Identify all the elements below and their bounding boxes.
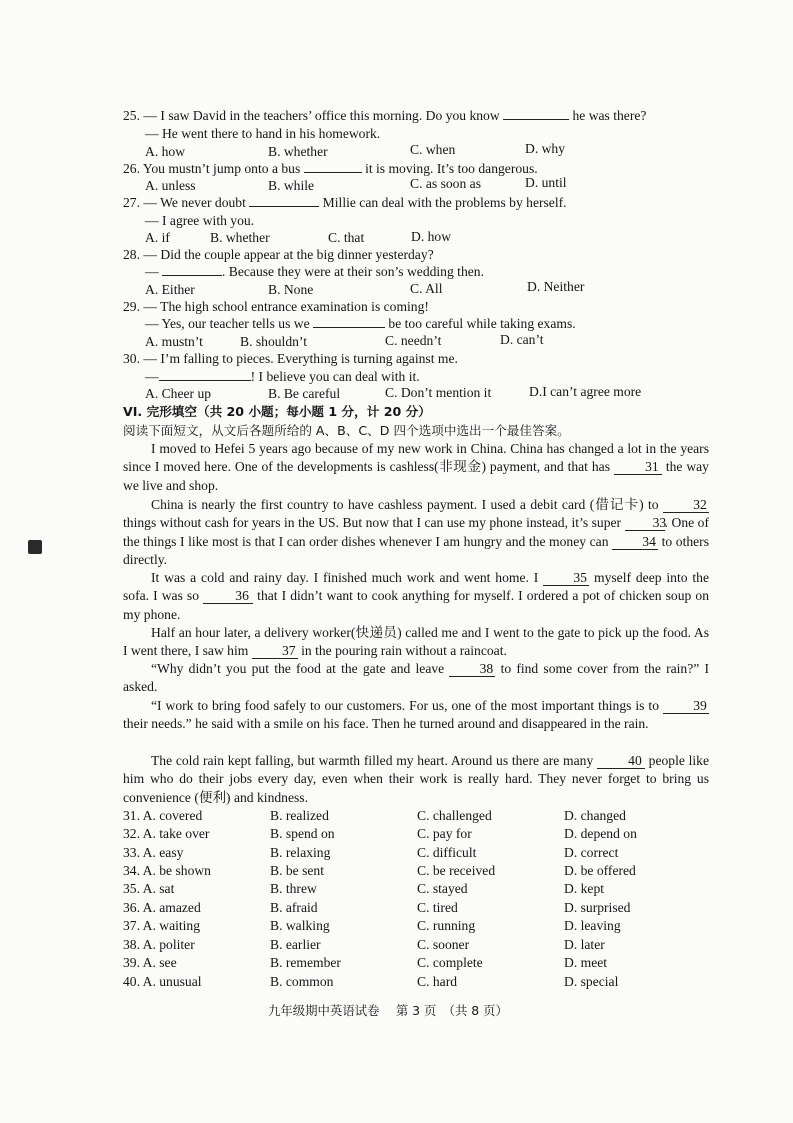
option-c: C. as soon as [410, 176, 481, 191]
option-d: D. surprised [564, 900, 631, 915]
answer-blank [159, 380, 251, 381]
question-stem-end: Millie can deal with the problems by herself. [319, 195, 567, 210]
question-number: 30. [123, 351, 140, 366]
option-c: C. sooner [417, 937, 470, 952]
answer-blank [313, 327, 385, 328]
option-b: B. Be careful [268, 386, 341, 401]
option-d: D. changed [564, 808, 626, 823]
passage-paragraph-7: The cold rain kept falling, but warmth filled my heart. Around us there are many 40 people like him who do their jobs every day, even when their work is really hard. They never forget to bring us convenience (便利) and kindness. [123, 753, 709, 805]
option-a: A. unless [145, 178, 196, 193]
option-a: A. mustn’t [145, 334, 203, 349]
question-number: 28. [123, 247, 140, 262]
option-b: B. None [268, 282, 314, 297]
answer-blank [162, 275, 222, 276]
option-a: 40. A. unusual [123, 974, 202, 989]
cloze-blank-38: 38 [449, 662, 495, 677]
option-b: B. whether [210, 230, 270, 245]
option-b: B. afraid [270, 900, 318, 915]
passage-paragraph-2: China is nearly the first country to have cashless payment. I used a debit card (借记卡) to 32 things without cash for years in the US. But now that I can use my phone instead, it’s super 33. One of the things I like most is that I can order dishes whenever I am hungry and the money can 34 to others directly. [123, 497, 709, 568]
option-d: D. how [411, 229, 452, 244]
section-heading: VI. 完形填空（共 20 小题；每小题 1 分，计 20 分） [123, 404, 431, 419]
question-25 [123, 108, 646, 124]
option-a: 32. A. take over [123, 826, 210, 841]
option-b: B. be sent [270, 863, 324, 878]
option-c: C. pay for [417, 826, 472, 841]
option-c: C. needn’t [385, 333, 442, 348]
option-d: D. depend on [564, 826, 637, 841]
question-stem-end: he was there? [569, 108, 647, 123]
option-b: B. walking [270, 918, 330, 933]
passage-paragraph-4: Half an hour later, a delivery worker(快递员) called me and I went to the gate to pick up the food. As I went there, I saw him 37 in the pouring rain without a raincoat. [123, 625, 709, 659]
option-b: B. realized [270, 808, 329, 823]
passage-paragraph-5: “Why didn’t you put the food at the gate and leave 38 to find some cover from the rain?” I asked. [123, 661, 709, 695]
cloze-blank-33: 33 [625, 516, 665, 531]
passage-paragraph-3: It was a cold and rainy day. I finished much work and went home. I 35 myself deep into the sofa. I was so 36 that I didn’t want to cook anything for myself. I ordered a pot of chicken soup on my phone. [123, 570, 709, 622]
option-c: C. stayed [417, 881, 468, 896]
option-b: B. shouldn’t [240, 334, 307, 349]
option-c: C. hard [417, 974, 458, 989]
option-a: A. Either [145, 282, 195, 297]
question-reply: — I agree with you. [145, 213, 255, 228]
option-b: B. threw [270, 881, 317, 896]
cloze-blank-37: 37 [252, 644, 298, 659]
answer-blank [249, 206, 319, 207]
option-c: C. difficult [417, 845, 477, 860]
binding-hole-mark [28, 540, 42, 554]
question-stem: You mustn’t jump onto a bus [142, 161, 304, 176]
question-reply: — . Because they were at their son’s wedding then. [145, 264, 484, 279]
passage-paragraph-6: “I work to bring food safely to our customers. For us, one of the most important things is to 39 their needs.” he said with a smile on his face. Then he turned around and disappeared in the rain. [123, 697, 709, 734]
question-number: 29. [123, 299, 140, 314]
option-a: A. if [145, 230, 170, 245]
option-b: B. common [270, 974, 334, 989]
option-b: B. remember [270, 955, 341, 970]
option-d: D. correct [564, 845, 619, 860]
question-stem: — The high school entrance examination is coming! [143, 299, 429, 314]
option-a: 36. A. amazed [123, 900, 201, 915]
option-c: C. when [410, 142, 456, 157]
cloze-blank-35: 35 [543, 571, 589, 586]
question-stem: — I saw David in the teachers’ office this morning. Do you know [143, 108, 504, 123]
option-a: 33. A. easy [123, 845, 184, 860]
option-d: D. until [525, 175, 567, 190]
answer-blank [503, 119, 569, 120]
question-29 [123, 299, 429, 315]
option-b: B. earlier [270, 937, 321, 952]
question-stem: — We never doubt [143, 195, 250, 210]
option-c: C. running [417, 918, 476, 933]
option-d: D. special [564, 974, 619, 989]
option-a: A. Cheer up [145, 386, 212, 401]
cloze-blank-39: 39 [663, 699, 709, 714]
option-a: 31. A. covered [123, 808, 203, 823]
option-b: B. while [268, 178, 315, 193]
question-number: 25. [123, 108, 140, 123]
option-d: D. why [525, 141, 566, 156]
option-a: 38. A. politer [123, 937, 195, 952]
cloze-blank-32: 32 [663, 498, 709, 513]
option-c: C. that [328, 230, 365, 245]
question-26 [123, 161, 538, 177]
option-a: 37. A. waiting [123, 918, 201, 933]
answer-blank [304, 172, 362, 173]
option-d: D. kept [564, 881, 605, 896]
question-number: 26. [123, 161, 140, 176]
option-a: A. how [145, 144, 186, 159]
option-d: D. leaving [564, 918, 621, 933]
question-stem: — I’m falling to pieces. Everything is turning against me. [143, 351, 458, 366]
section-instruction: 阅读下面短文，从文后各题所给的 A、B、C、D 四个选项中选出一个最佳答案。 [123, 423, 570, 438]
cloze-blank-31: 31 [614, 460, 662, 475]
option-d: D. meet [564, 955, 608, 970]
option-d: D.I can’t agree more [529, 384, 642, 399]
option-c: C. challenged [417, 808, 492, 823]
cloze-blank-34: 34 [612, 535, 658, 550]
option-c: C. Don’t mention it [385, 385, 492, 400]
question-number: 27. [123, 195, 140, 210]
cloze-blank-40: 40 [597, 754, 645, 769]
cloze-blank-36: 36 [203, 589, 253, 604]
passage-paragraph-1: I moved to Hefei 5 years ago because of my new work in China. China has changed a lot in the years since I moved here. One of the developments is cashless(非现金) payment, and that has 31 the way we live and shop. [123, 441, 709, 493]
option-b: B. spend on [270, 826, 335, 841]
question-reply: — He went there to hand in his homework. [145, 126, 381, 141]
option-a: 35. A. sat [123, 881, 175, 896]
question-27 [123, 195, 567, 211]
option-b: B. whether [268, 144, 328, 159]
option-c: C. All [410, 281, 443, 296]
question-28 [123, 247, 434, 263]
option-d: D. Neither [527, 279, 585, 294]
option-c: C. complete [417, 955, 483, 970]
option-a: 39. A. see [123, 955, 177, 970]
option-a: 34. A. be shown [123, 863, 211, 878]
option-d: D. can’t [500, 332, 544, 347]
option-d: D. later [564, 937, 605, 952]
option-c: C. tired [417, 900, 458, 915]
option-b: B. relaxing [270, 845, 331, 860]
page-footer: 九年级期中英语试卷 第 3 页 （共 8 页） [268, 1003, 508, 1018]
question-reply: — Yes, our teacher tells us we be too careful while taking exams. [145, 316, 576, 331]
question-stem-end: it is moving. It’s too dangerous. [361, 161, 538, 176]
option-c: C. be received [417, 863, 496, 878]
question-stem: — Did the couple appear at the big dinner yesterday? [143, 247, 434, 262]
question-30 [123, 351, 458, 367]
question-reply: — ! I believe you can deal with it. [145, 369, 420, 384]
option-d: D. be offered [564, 863, 636, 878]
